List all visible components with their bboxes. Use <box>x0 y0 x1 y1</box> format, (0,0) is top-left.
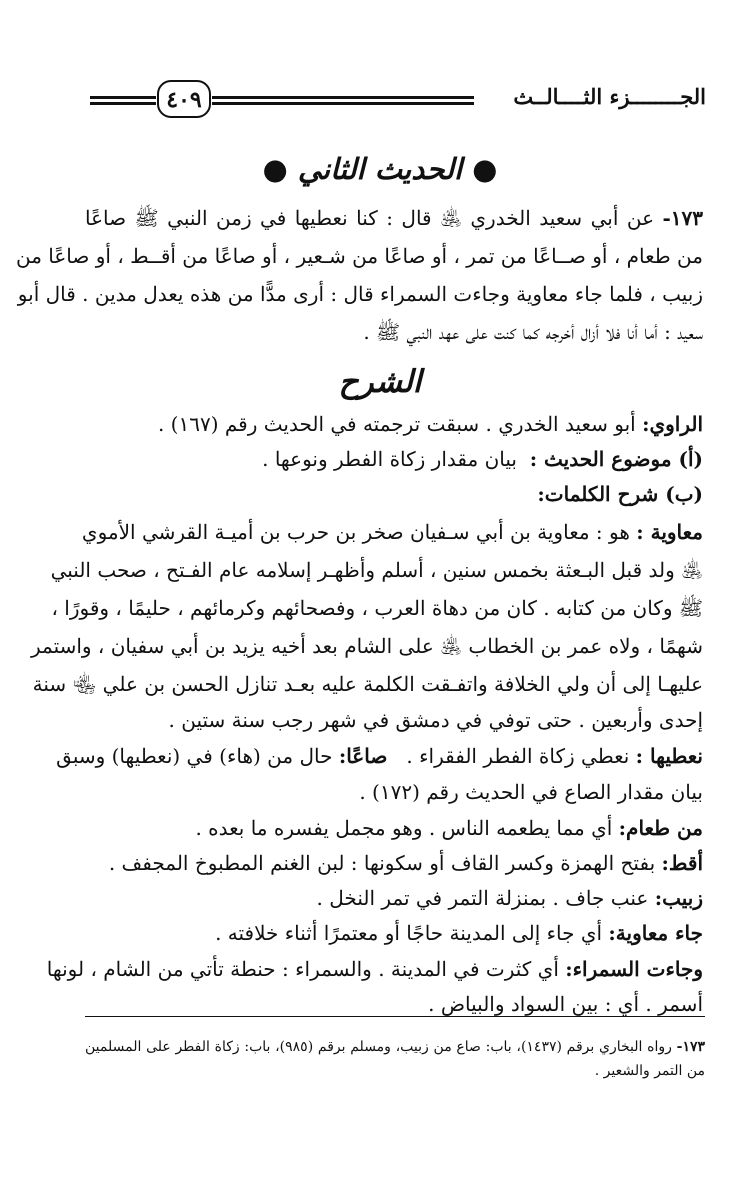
words-heading: (ب) شرح الكلمات: <box>537 482 703 506</box>
muawiya-line-1: معاوية : هو : معاوية بن أبي سـفيان صخر بن حرب بن أميـة القرشي الأموي <box>81 520 703 544</box>
samra-line-2: أسمر . أي : بين السواد والبياض . <box>428 992 703 1016</box>
header-rule-right <box>212 96 474 105</box>
muawiya-line-2: ﵁ ولد قبل البـعثة بخمس سنين ، أسلم وأظهـر إسلامه عام الفـتح ، صحب النبي <box>50 558 703 582</box>
muawiya-line-5: عليهـا إلى أن ولي الخلافة واتفـقت الكلمة عليه بعـد تنازل الحسن بن علي ﵄ سنة <box>32 672 703 696</box>
hadith-title: ● الحديث الثاني ● <box>262 152 498 186</box>
nutiha-line: نعطيها : نعطي زكاة الفطر الفقراء . صاعًا: حال من (هاء) في (نعطيها) وسبق <box>56 744 703 768</box>
taam-label: من طعام: <box>618 816 703 840</box>
rawi-line: الراوي: أبو سعيد الخدري . سبقت ترجمته في الحديث رقم (١٦٧) . <box>157 412 703 436</box>
footnote-number: ١٧٣- <box>676 1039 706 1055</box>
aqit-line: أقط: بفتح الهمزة وكسر القاف أو سكونها : لبن الغنم المطبوخ المجفف . <box>108 851 703 875</box>
muawiya-line-3: ﷺ وكان من كتابه . كان من دهاة العرب ، وفصحائهم وكرمائهم ، حليمًا ، وقورًا ، <box>51 596 703 620</box>
taam-line: من طعام: أي مما يطعمه الناس . وهو مجمل يفسره ما بعده . <box>195 816 703 840</box>
aqit-label: أقط: <box>661 851 703 875</box>
hadith-line-1: ١٧٣- عن أبي سعيد الخدري ﵁ قال : كنا نعطيها في زمن النبي ﷺ صاعًا <box>85 206 703 230</box>
samra-line-1: وجاءت السمراء: أي كثرت في المدينة . والسمراء : حنطة تأتي من الشام ، لونها <box>46 957 703 981</box>
jaa-line: جاء معاوية: أي جاء إلى المدينة حاجًا أو معتمرًا أثناء خلافته . <box>215 921 703 945</box>
muawiya-line-4: شهمًا ، ولاه عمر بن الخطاب ﵁ على الشام بعد أخيه يزيد بن أبي سفيان ، واستمر <box>30 634 703 658</box>
rawi-label: الراوي: <box>642 412 703 436</box>
header-rule-left <box>90 96 156 105</box>
zabib-line: زبيب: عنب جاف . بمنزلة التمر في تمر النخل . <box>316 886 703 910</box>
footnote-rule <box>85 1016 705 1017</box>
sharh-title: الشرح <box>338 364 422 400</box>
hadith-line-4: سعيد : أما أنا فلا أزال أخرجه كما كنت على عهد النبي ﷺ . <box>363 320 703 344</box>
topic-label: (أ) موضوع الحديث : <box>529 447 703 471</box>
zabib-label: زبيب: <box>654 886 703 910</box>
topic-line: (أ) موضوع الحديث : بيان مقدار زكاة الفطر ونوعها . <box>262 447 703 471</box>
footnote-line-2: من التمر والشعير . <box>594 1063 705 1079</box>
samra-label: وجاءت السمراء: <box>565 957 703 981</box>
running-head: الجــــــــزء الثــــالــث <box>513 84 706 109</box>
hadith-line-2: من طعام ، أو صــاعًا من تمر ، أو صاعًا من شـعير ، أو صاعًا من أقــط ، أو صاعًا من <box>15 244 703 268</box>
muawiya-label: معاوية : <box>636 520 703 544</box>
saan-line-2: بيان مقدار الصاع في الحديث رقم (١٧٢) . <box>359 780 703 804</box>
nutiha-label: نعطيها : <box>635 744 703 768</box>
muawiya-line-6: إحدى وأربعين . حتى توفي في دمشق في شهر رجب سنة ستين . <box>168 708 703 732</box>
footnote-line-1: ١٧٣- رواه البخاري برقم (١٤٣٧)، باب: صاع من زبيب، ومسلم برقم (٩٨٥)، باب: زكاة الفطر على المسلمين <box>85 1039 706 1055</box>
page-number: ٤٠٩ <box>157 80 211 118</box>
jaa-label: جاء معاوية: <box>608 921 703 945</box>
saan-label: صاعًا: <box>338 744 388 768</box>
hadith-number: ١٧٣- <box>662 206 703 230</box>
hadith-line-3: زبيب ، فلما جاء معاوية وجاءت السمراء قال : أرى مدًّا من هذه يعدل مدين . قال أبو <box>17 282 703 306</box>
